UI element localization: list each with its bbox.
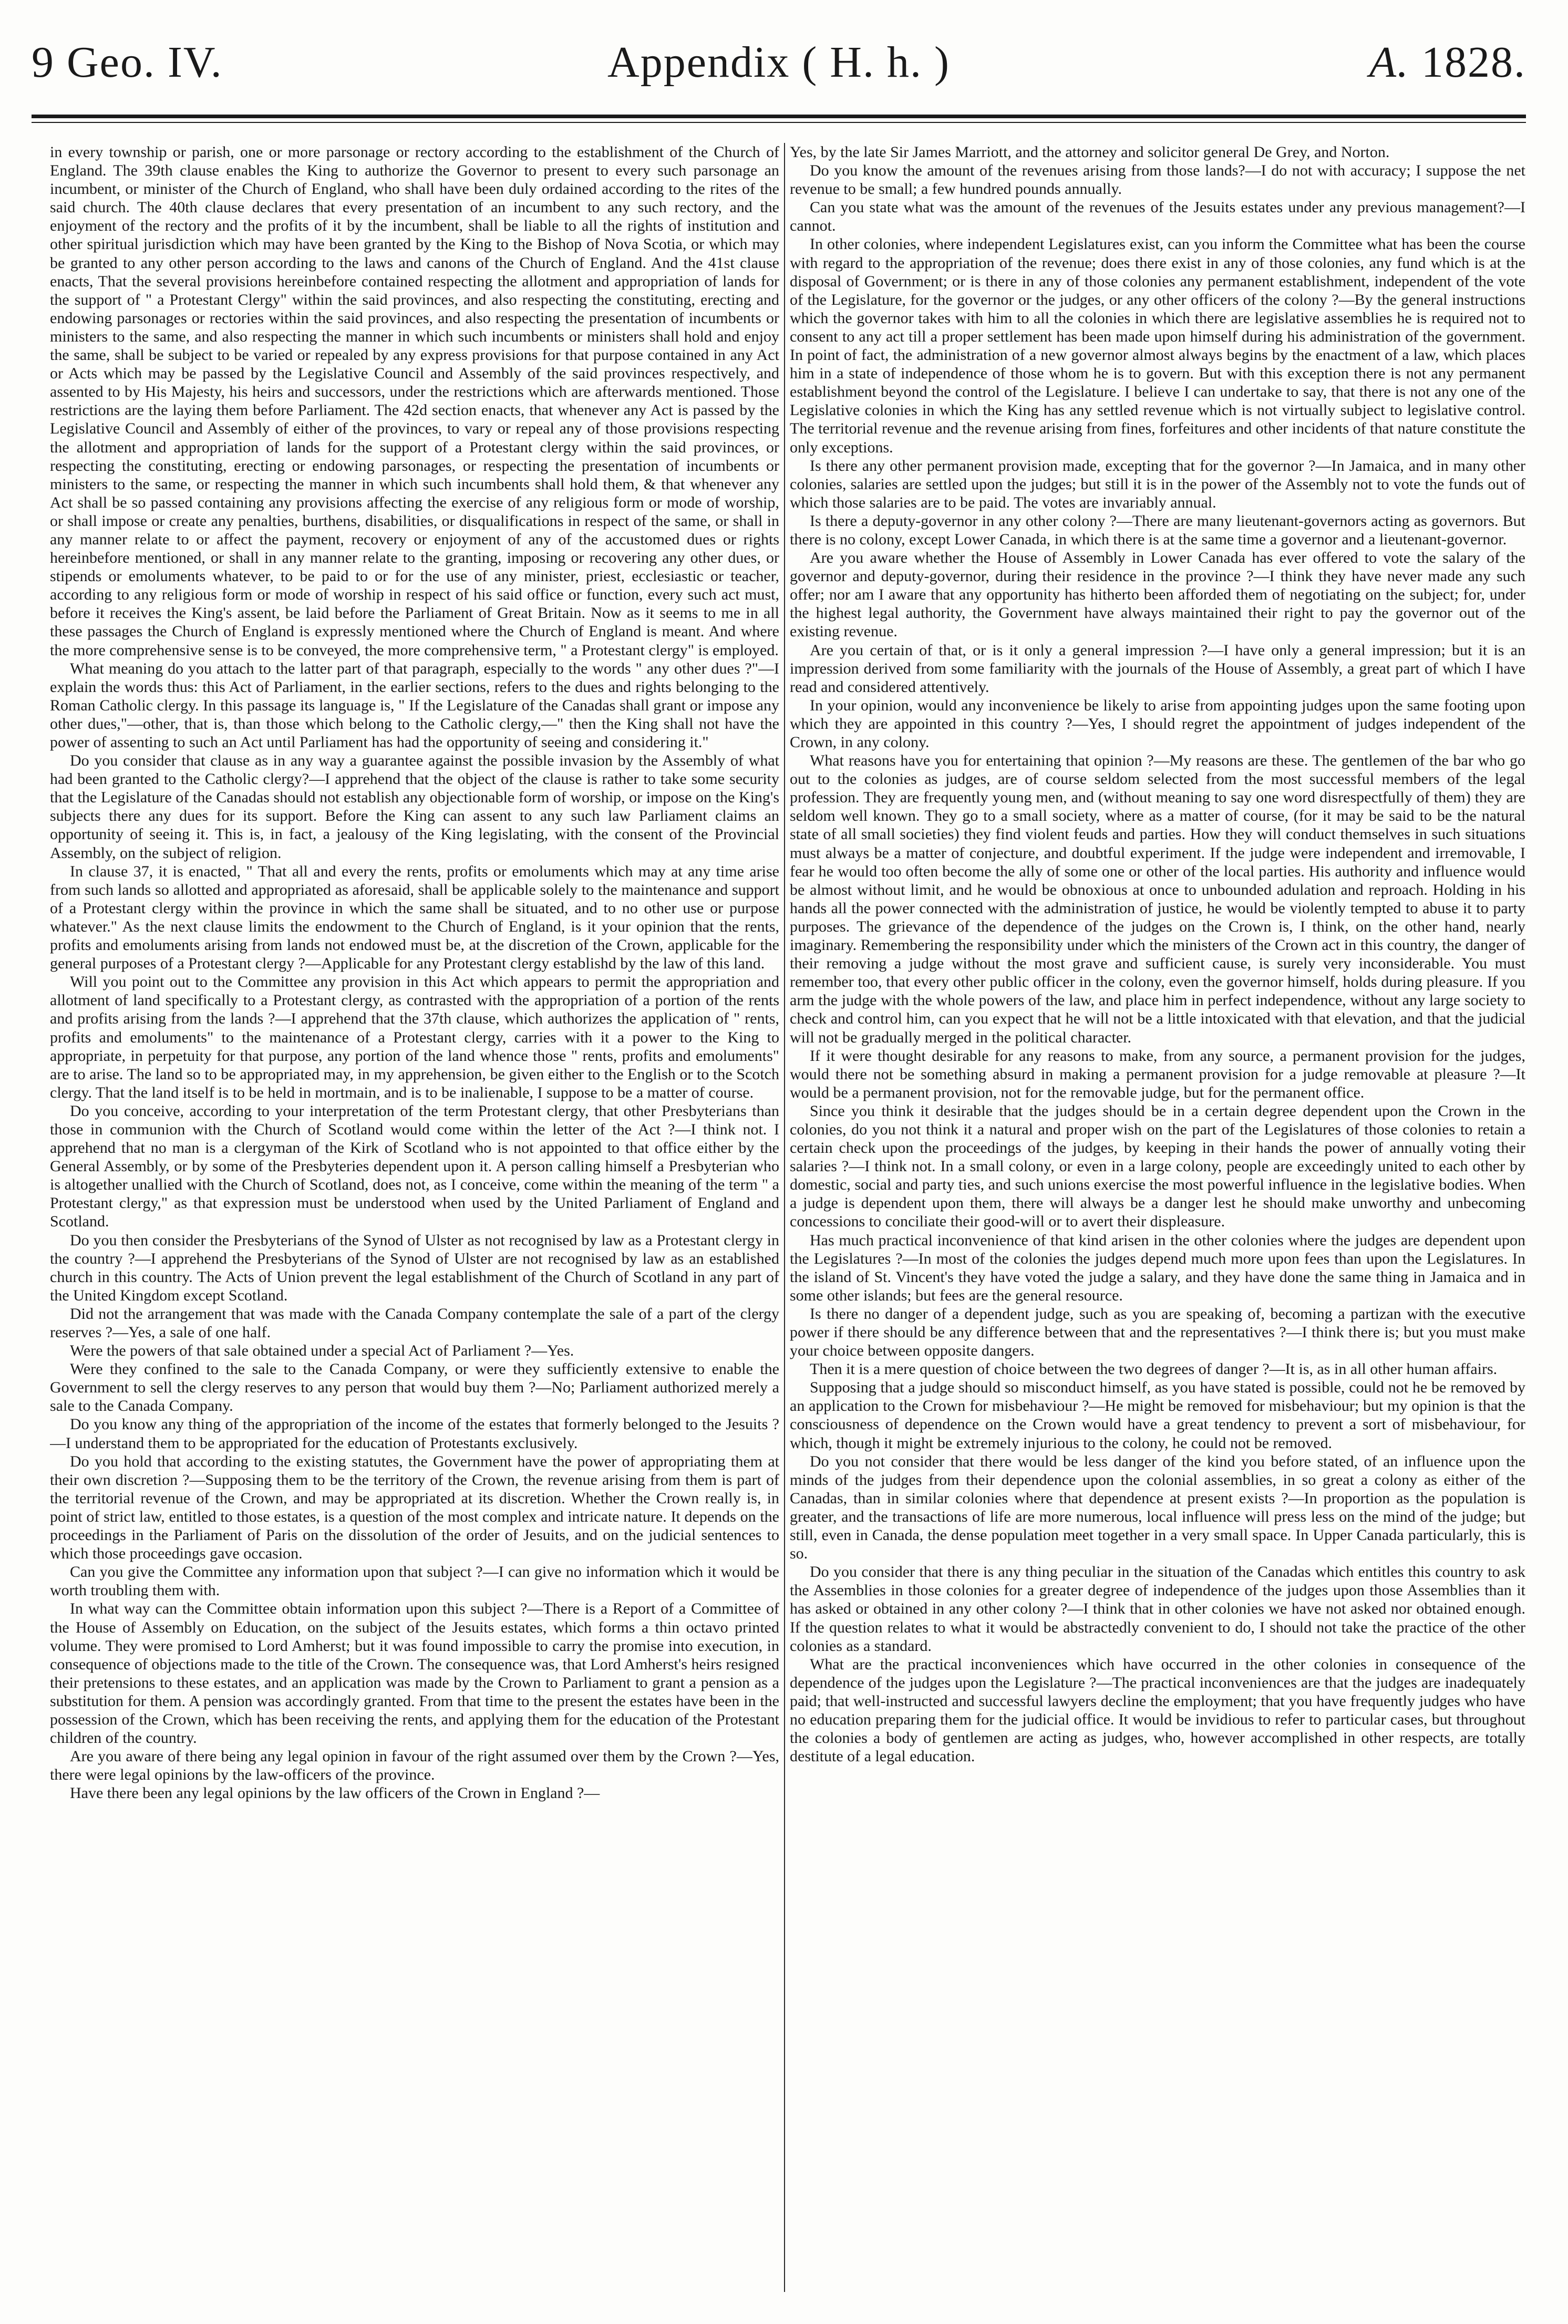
paragraph: Do you hold that according to the existing statutes, the Government have the power of appropriating them at their own discretion ?—Supposing them to be the territory of the Crown, the revenue arising from them is part of the territorial revenue of the Crown, and may be appropriated at its discretion. Whether the Crown really is, in point of strict law, entitled to those estates, is a question of the most complex and intricate nature. It depends on the proceedings in the Parliament of Paris on the dissolution of the order of Jesuits, and on the judicial sentences to which those proceedings gave occasion. [50, 1452, 779, 1563]
paragraph: What are the practical inconveniences which have occurred in the other colonies in consequence of the dependence of the judges upon the Legislature ?—The practical inconveniences are that the judges are inadequately paid; that well-instructed and successful lawyers decline the employment; that you have frequently judges who have no education preparing them for the judicial office. It would be invidious to refer to particular cases, but throughout the colonies a body of gentlemen are acting as judges, who, however accomplished in other respects, are totally destitute of a legal education. [790, 1655, 1525, 1765]
paragraph: Yes, by the late Sir James Marriott, and the attorney and solicitor general De Grey, and Norton. [790, 143, 1390, 161]
paragraph: Has much practical inconvenience of that kind arisen in the other colonies where the judges are dependent upon the Legislatures ?—In most of the colonies the judges depend much more upon fees than upon the Legislatures. In the island of St. Vincent's they have voted the judge a salary, and they have done the same thing in Jamaica and in some other islands; but fees are the general resource. [790, 1231, 1525, 1304]
paragraph: Do you know the amount of the revenues arising from those lands?—I do not with accuracy; I suppose the net revenue to be small; a few hundred pounds annually. [790, 162, 1525, 198]
paragraph: In clause 37, it is enacted, " That all and every the rents, profits or emoluments which may at any time arise from such lands so allotted and appropriated as aforesaid, shall be applicable solely to the maintenance and support of a Protestant clergy within the province in which the same shall be situated, and to no other use or purpose whatever." As the next clause limits the endowment to the Church of England, is it your opinion that the rents, profits and emoluments arising from lands not endowed must be, at the discretion of the Crown, applicable for the general purposes of a Protestant clergy ?—Applicable for any Protestant clergy establishd by the law of this land. [50, 862, 779, 973]
header-year-prefix: A. [1369, 38, 1409, 87]
paragraph: Have there been any legal opinions by the law officers of the Crown in England ?— [70, 1784, 600, 1802]
paragraph: Can you give the Committee any information upon that subject ?—I can give no information which it would be worth troubling them with. [50, 1563, 779, 1599]
paragraph: Did not the arrangement that was made with the Canada Company contemplate the sale of a part of the clergy reserves ?—Yes, a sale of one half. [50, 1305, 779, 1341]
paragraph: Do you then consider the Presbyterians of the Synod of Ulster as not recognised by law as a Protestant clergy in the country ?—I apprehend the Presbyterians of the Synod of Ulster are not recognised by law as an established church in this country. The Acts of Union prevent the legal establishment of the Church of Scotland in any part of the United Kingdom except Scotland. [50, 1231, 779, 1304]
paragraph: Is there a deputy-governor in any other colony ?—There are many lieutenant-governors acting as governors. But there is no colony, except Lower Canada, in which there is at the same time a governor and a lieutenant-governor. [790, 512, 1525, 548]
paragraph: Do you consider that clause as in any way a guarantee against the possible invasion by the Assembly of what had been granted to the Catholic clergy?—I apprehend that the object of the clause is rather to take some security that the Legislature of the Canadas should not establish any objectionable form of worship, or impose on the King's subjects there any dues for its support. Before the King can assent to any such law Parliament claims an opportunity of seeing it. This is, in fact, a jealousy of the King legislating, with the consent of the Provincial Assembly, on the subject of religion. [50, 752, 779, 862]
paragraph: Do you consider that there is any thing peculiar in the situation of the Canadas which entitles this country to ask the Assemblies in those colonies for a greater degree of independence of the judges upon those Assemblies than it has asked or obtained in any other colony ?—I think that in other colonies we have not asked nor obtained enough. If the question relates to what it would be abstractedly convenient to do, I should not take the practice of the other colonies as a standard. [790, 1563, 1525, 1655]
paragraph: Is there any other permanent provision made, excepting that for the governor ?—In Jamaica, and in many other colonies, salaries are settled upon the judges; but still it is in the power of the Assembly not to vote the funds out of which those salaries are to be paid. The votes are invariably annual. [790, 457, 1525, 511]
paragraph: In what way can the Committee obtain information upon this subject ?—There is a Report of a Committee of the House of Assembly on Education, on the subject of the Jesuits estates, which forms a thin octavo printed volume. They were promised to Lord Amherst; but it was found impossible to carry the promise into execution, in consequence of objections made to the title of the Crown. The consequence was, that Lord Amherst's heirs resigned their pretensions to these estates, and an application was made by the Crown to Parliament to grant a pension as a substitution for them. A pension was accordingly granted. From that time to the present the estates have been in the possession of the Crown, which has been receiving the rents, and applying them for the education of the Protestant children of the country. [50, 1600, 779, 1747]
page-header [32, 32, 1526, 110]
paragraph: Supposing that a judge should so misconduct himself, as you have stated is possible, could not he be removed by an application to the Crown for misbehaviour ?—He might be removed for misbehaviour; but my opinion is that the consciousness of dependence on the Crown would have a great tendency to prevent a sort of misbehaviour, for which, though it might be extremely injurious to the colony, he could not be removed. [790, 1379, 1525, 1452]
left-column [50, 143, 779, 2297]
header-session: 9 Geo. IV. [32, 38, 223, 87]
paragraph: Will you point out to the Committee any provision in this Act which appears to permit the appropriation and allotment of land specifically to a Protestant clergy, as contrasted with the appropriation of a portion of the rents and profits arising from the lands ?—I apprehend that the 37th clause, which authorizes the application of " rents, profits and emoluments" to the maintenance of a Protestant clergy, carries with it a power to the King to appropriate, in perpetuity for that purpose, any portion of the land whence those " rents, profits and emoluments" are to arise. The land so to be appropriated may, in my apprehension, be given either to the English or to the Scotch clergy. That the land itself is to be held in mortmain, and is to be inalienable, I suppose to be a matter of course. [50, 973, 779, 1101]
paragraph: Were they confined to the sale to the Canada Company, or were they sufficiently extensive to enable the Government to sell the clergy reserves to any person that would buy them ?—No; Parliament authorized merely a sale to the Canada Company. [50, 1360, 779, 1415]
paragraph: Since you think it desirable that the judges should be in a certain degree dependent upon the Crown in the colonies, do you not think it a natural and proper wish on the part of the Legislatures of those colonies to retain a certain check upon the proceedings of the judges, by keeping in their hands the power of annually voting their salaries ?—I think not. In a small colony, or even in a large colony, people are exceedingly united to each other by domestic, social and party ties, and such unions exercise the most powerful influence in the legislative bodies. When a judge is dependent upon them, there will always be a danger lest he should make unworthy and unbecoming concessions to conciliate their good-will or to avert their displeasure. [790, 1102, 1525, 1231]
paragraph: Are you certain of that, or is it only a general impression ?—I have only a general impression; but it is an impression derived from some familiarity with the journals of the House of Assembly, a great part of which I have read and considered attentively. [790, 641, 1525, 696]
paragraph: What reasons have you for entertaining that opinion ?—My reasons are these. The gentlemen of the bar who go out to the colonies as judges, are of course seldom selected from the most successful members of the legal profession. They are frequently young men, and (without meaning to say one word disrespectfully of them) they are seldom well known. They go to a small society, where as a matter of course, (for it may be said to be the natural state of all small societies) they find violent feuds and parties. How they will conduct themselves in such situations must always be a matter of conjecture, and doubtful experiment. If the judge were independent and irremovable, I fear he would too often become the ally of some one or other of the local parties. His authority and influence would be almost without limit, and he would be obnoxious at once to unbounded adulation and reproach. Holding in his hands all the power connected with the administration of justice, he would be violently tempted to abuse it to party purposes. The grievance of the dependence of the judges on the Crown is, I think, on the other hand, nearly imaginary. Remembering the responsibility under which the ministers of the Crown act in this country, the danger of their removing a judge without the most grave and sufficient cause, is surely very inconsiderable. You must remember too, that every other public officer in the colony, even the governor himself, holds during pleasure. If you arm the judge with the whole powers of the law, and place him in perfect independence, without any large society to check and control him, can you expect that he will not be a little intoxicated with that elevation, and that the judicial will not be gradually merged in the political character. [790, 752, 1525, 1046]
paragraph: Can you state what was the amount of the revenues of the Jesuits estates under any previous management?—I cannot. [790, 199, 1525, 235]
paragraph: Do you conceive, according to your interpretation of the term Protestant clergy, that other Presbyterians than those in communion with the Church of Scotland would come within the letter of the Act ?—I think not. I apprehend that no man is a clergyman of the Kirk of Scotland who is not appointed to that office either by the General Assembly, or by some of the Presbyteries dependent upon it. A person calling himself a Presbyterian who is altogether unallied with the Church of Scotland, does not, as I conceive, come within the meaning of the term " a Protestant clergy," as that expression must be understood when used by the United Parliament of England and Scotland. [50, 1102, 779, 1231]
paragraph: Are you aware of there being any legal opinion in favour of the right assumed over them by the Crown ?—Yes, there were legal opinions by the law-officers of the province. [50, 1748, 779, 1784]
paragraph: Were the powers of that sale obtained under a special Act of Parliament ?—Yes. [70, 1342, 574, 1360]
column-divider [784, 143, 785, 2292]
paragraph: Then it is a mere question of choice between the two degrees of danger ?—It is, as in all other human affairs. [810, 1360, 1498, 1378]
paragraph: In other colonies, where independent Legislatures exist, can you inform the Committee what has been the course with regard to the appropriation of the revenue; does there exist in any of those colonies, any fund which is at the disposal of Government; or is there in any of those colonies any permanent establishment, independent of the vote of the Legislature, for the governor or the judges, or any other officers of the colony ?—By the general instructions which the governor takes with him to all the colonies in which there are legislative assemblies he is required not to consent to any act till a proper settlement has been made upon himself during his administration of the government. In point of fact, the administration of a new governor almost always begins by the enactment of a law, which places him in a state of independence of those whom he is to govern. But with this exception there is not any permanent establishment beyond the control of the Legislature. I believe I can undertake to say, that there is not any one of the Legislative colonies in which the King has any settled revenue which is not virtually subject to legislative control. The territorial revenue and the revenue arising from fines, forfeitures and other incidents of that nature constitute the only exceptions. [790, 235, 1525, 456]
header-rule-thin [32, 122, 1526, 123]
paragraph: Is there no danger of a dependent judge, such as you are speaking of, becoming a partizan with the executive power if there should be any difference between that and the representatives ?—I think there is; but you must make your choice between opposite dangers. [790, 1305, 1525, 1360]
header-year [1369, 37, 1526, 88]
paragraph: In your opinion, would any inconvenience be likely to arise from appointing judges upon the same footing upon which they are appointed in this country ?—Yes, I should regret the appointment of judges independent of the Crown, in any colony. [790, 696, 1525, 751]
header-rule-thick [32, 115, 1526, 118]
paragraph: Are you aware whether the House of Assembly in Lower Canada has ever offered to vote the salary of the governor and deputy-governor, during their residence in the province ?—I think they have never made any such offer; nor am I aware that any opportunity has hitherto been afforded them of negotiating on the subject; for, under the highest legal authority, the Government have always maintained their right to pay the governor out of the existing revenue. [790, 549, 1525, 641]
paragraph: Do you not consider that there would be less danger of the kind you before stated, of an influence upon the minds of the judges from their dependence upon the colonial assemblies, in so great a colony as either of the Canadas, than in similar colonies where that dependence at present exists ?—In proportion as the population is greater, and the transactions of life are more numerous, local influence will press less on the mind of the judge; but still, even in Canada, the dense population meet together in a very small space. In Upper Canada particularly, this is so. [790, 1452, 1525, 1563]
paragraph: Do you know any thing of the appropriation of the income of the estates that formerly belonged to the Jesuits ?—I understand them to be appropriated for the education of Protestants exclusively. [50, 1416, 779, 1452]
paragraph: in every township or parish, one or more parsonage or rectory according to the establishment of the Church of England. The 39th clause enables the King to authorize the Governor to present to every such parsonage an incumbent, or minister of the Church of England, who shall have been duly ordained according to the rites of the said church. The 40th clause declares that every presentation of an incumbent to any such rectory, and the enjoyment of the rectory and the profits of it by the incumbent, shall be liable to all the rights of institution and other spiritual jurisdiction which may have been granted by the King to the Bishop of Nova Scotia, or which may be granted to any other person according to the laws and canons of the Church of England. And the 41st clause enacts, That the several provisions hereinbefore contained respecting the allotment and appropriation of lands for the support of " a Protestant Clergy" within the said provinces, and also respecting the constituting, erecting and endowing parsonages or rectories within the said provinces, and also respecting the presentation of incumbents or ministers to the same, and also respecting the manner in which such incumbents or ministers shall hold and enjoy the same, shall be subject to be varied or repealed by any express provisions for that purpose contained in any Act or Acts which may be passed by the Legislative Council and Assembly of the said provinces respectively, and assented to by His Majesty, his heirs and successors, under the restrictions which are afterwards mentioned. Those restrictions are the laying them before Parliament. The 42d section enacts, that whenever any Act is passed by the Legislative Council and Assembly of either of the provinces, to vary or repeal any of those provisions respecting the allotment and appropriation of lands for the support of a Protestant clergy within the said provinces, or respecting the constituting, erecting or endowing parsonages, or respecting the presentation of incumbents or ministers to the same, or respecting the manner in which such incumbents shall hold them, & that whenever any Act shall be so passed containing any provisions affecting the exercise of any religious form or mode of worship, or shall impose or create any penalties, burthens, disabilities, or disqualifications in respect of the same, or shall in any manner relate to or affect the payment, recovery or enjoyment of any of the accustomed dues or rights hereinbefore mentioned, or shall in any manner relate to the granting, imposing or recovering any other dues, or stipends or emoluments whatever, to be paid to or for the use of any minister, priest, ecclesiastic or teacher, according to any religious form or mode of worship in respect of his said office or function, every such act must, before it receives the King's assent, be laid before the Parliament of Great Britain. Now as it seems to me in all these passages the Church of England is expressly mentioned where the Church of England is meant. And where the more comprehensive sense is to be conveyed, the more comprehensive term, " a Protestant clergy" is employed. [50, 143, 779, 659]
header-title: Appendix ( H. h. ) [607, 38, 950, 87]
right-column [790, 143, 1525, 2297]
header-year-number: 1828. [1421, 38, 1526, 87]
paragraph: If it were thought desirable for any reasons to make, from any source, a permanent provision for the judges, would there not be something absurd in making a permanent provision for a judge removable at pleasure ?—It would be a permanent provision, not for the removable judge, but for the permanent office. [790, 1047, 1525, 1101]
paragraph: What meaning do you attach to the latter part of that paragraph, especially to the words " any other dues ?"—I explain the words thus: this Act of Parliament, in the earlier sections, refers to the dues and rights belonging to the Roman Catholic clergy. In this passage its language is, " If the Legislature of the Canadas shall grant or impose any other dues,"—other, that is, than those which belong to the Catholic clergy,—" then the King shall not have the power of assenting to such an Act until Parliament has had the opportunity of seeing and considering it." [50, 659, 779, 751]
